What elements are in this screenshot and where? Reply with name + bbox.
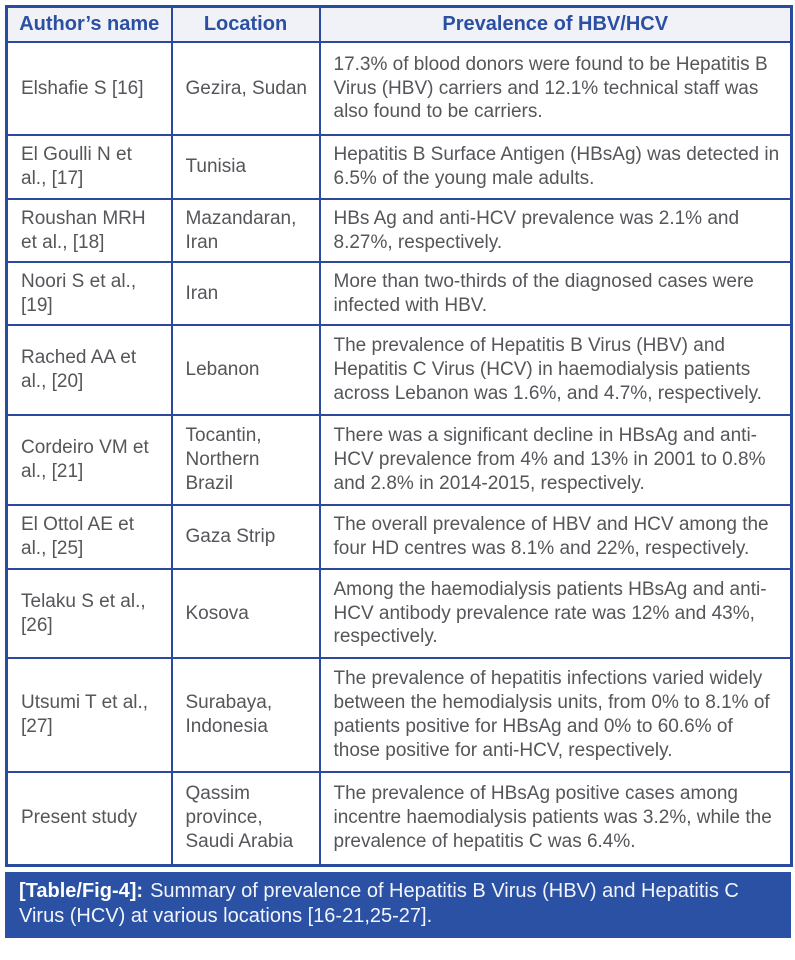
table-row [7,262,792,325]
location-cell: Mazandaran, Iran [172,199,320,262]
author-cell: Roushan MRH et al., [18] [7,199,172,262]
author-cell: Elshafie S [16] [7,42,172,135]
author-cell: Noori S et al., [19] [7,262,172,325]
table-caption [5,872,791,938]
prevalence-cell: The prevalence of hepatitis infections varied widely between the hemodialysis units, from 0% to 8.1% of patients positive for HBsAg and 0% to 60.6% of those positive for anti-HCV, respectively. [320,658,792,772]
table-row [7,569,792,658]
author-cell: El Goulli N et al., [17] [7,135,172,199]
author-cell: Cordeiro VM et al., [21] [7,415,172,505]
table-row [7,135,792,199]
table-row [7,199,792,262]
location-cell: Tocantin, Northern Brazil [172,415,320,505]
prevalence-cell: The overall prevalence of HBV and HCV among the four HD centres was 8.1% and 22%, respectively. [320,505,792,569]
prevalence-cell: Among the haemodialysis patients HBsAg and anti-HCV antibody prevalence rate was 12% and 43%, respectively. [320,569,792,658]
table-row [7,505,792,569]
author-cell: El Ottol AE et al., [25] [7,505,172,569]
location-cell: Tunisia [172,135,320,199]
prevalence-table [5,5,793,867]
prevalence-cell: Hepatitis B Surface Antigen (HBsAg) was detected in 6.5% of the young male adults. [320,135,792,199]
column-header-location: Location [172,7,320,43]
prevalence-cell: There was a significant decline in HBsAg and anti-HCV prevalence from 4% and 13% in 2001 to 0.8% and 2.8% in 2014-2015, respectively. [320,415,792,505]
prevalence-cell: More than two-thirds of the diagnosed cases were infected with HBV. [320,262,792,325]
table-row [7,325,792,415]
location-cell: Gezira, Sudan [172,42,320,135]
location-cell: Qassim province, Saudi Arabia [172,772,320,865]
prevalence-cell: The prevalence of HBsAg positive cases among incentre haemodialysis patients was 3.2%, while the prevalence of hepatitis C was 6.4%. [320,772,792,865]
table-row [7,42,792,135]
author-cell: Utsumi T et al., [27] [7,658,172,772]
location-cell: Kosova [172,569,320,658]
caption-text: Summary of prevalence of Hepatitis B Virus (HBV) and Hepatitis C Virus (HCV) at various locations [16-21,25-27]. [19,879,739,927]
location-cell: Lebanon [172,325,320,415]
header-row [7,7,792,43]
column-header-prevalence: Prevalence of HBV/HCV [320,7,792,43]
location-cell: Gaza Strip [172,505,320,569]
prevalence-cell: HBs Ag and anti-HCV prevalence was 2.1% and 8.27%, respectively. [320,199,792,262]
author-cell: Telaku S et al., [26] [7,569,172,658]
table-row [7,772,792,865]
prevalence-cell: 17.3% of blood donors were found to be Hepatitis B Virus (HBV) carriers and 12.1% technical staff was also found to be carriers. [320,42,792,135]
location-cell: Iran [172,262,320,325]
column-header-author: Author’s name [7,7,172,43]
location-cell: Surabaya, Indonesia [172,658,320,772]
table-row [7,415,792,505]
prevalence-cell: The prevalence of Hepatitis B Virus (HBV) and Hepatitis C Virus (HCV) in haemodialysis patients across Lebanon was 1.6%, and 4.7%, respectively. [320,325,792,415]
caption-label: [Table/Fig-4]: [19,879,144,902]
table-row [7,658,792,772]
author-cell: Rached AA et al., [20] [7,325,172,415]
author-cell: Present study [7,772,172,865]
